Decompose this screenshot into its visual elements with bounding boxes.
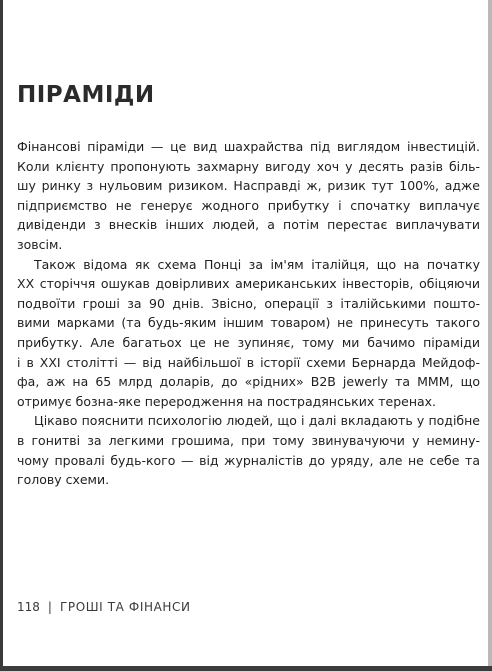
text-line: вими марками (та будь-яким іншим товаром) не принесуть такого [17, 315, 480, 331]
text-line: в гонитві за легкими грошима, при тому звинувачуючи у немину- [17, 432, 480, 448]
text-line: і в XXI столітті — від найбільшої в історії схеми Бернарда Мейдоф- [17, 354, 480, 370]
text-line: отримує бозна-яке переродження на пострадянських теренах. [17, 393, 437, 409]
paragraph-2 [17, 255, 480, 412]
text-line: прибутку. Але багатьох це не зупиняє, тому ми бачимо піраміди [17, 334, 480, 350]
page-edge-bottom [0, 666, 492, 671]
text-line: Цікаво пояснити психологію людей, що і далі вкладають у подібне [34, 413, 480, 429]
text-line: підприємство не генерує жодного прибутку і спочатку виплачує [17, 197, 480, 213]
text-line: Фінансові піраміди — це вид шахрайства під виглядом інвестицій. [17, 139, 480, 154]
text-line: Також відома як схема Понці за ім'ям італійця, що на початку [34, 256, 480, 272]
footer-separator: | [47, 600, 52, 614]
text-line: дивіденди з внесків інших людей, а потім перестає виплачувати [17, 217, 480, 233]
article-body [17, 137, 480, 490]
text-line: ХХ сторіччя ошукав довірливих американських інвесторів, обіцяючи [17, 276, 480, 292]
text-line: голову схеми. [17, 472, 110, 488]
text-line: шу ринку з нульовим ризиком. Насправді ж, ризик тут 100%, адже [17, 178, 480, 194]
paragraph-1 [17, 137, 480, 255]
text-line: чому провалі будь-кого — від журналістів до уряду, але не себе та [17, 452, 480, 468]
paragraph-3 [17, 411, 480, 489]
page-edge-right [488, 0, 492, 671]
text-line: Коли клієнту пропонують захмарну вигоду хоч у десять разів біль- [17, 158, 480, 174]
page-title: ПІРАМІДИ [17, 82, 155, 108]
page-number: 118 [17, 600, 40, 614]
page-edge-left [0, 0, 3, 671]
text-line: подвоїти гроші за 90 днів. Звісно, операції з італійськими пошто- [17, 295, 480, 311]
text-line: зовсім. [17, 236, 63, 252]
text-line: фа, аж на 65 млрд доларів, до «рідних» B2B jewerly та МММ, що [17, 374, 480, 390]
page-footer [17, 599, 191, 615]
section-name: ГРОШІ ТА ФІНАНСИ [59, 600, 191, 614]
